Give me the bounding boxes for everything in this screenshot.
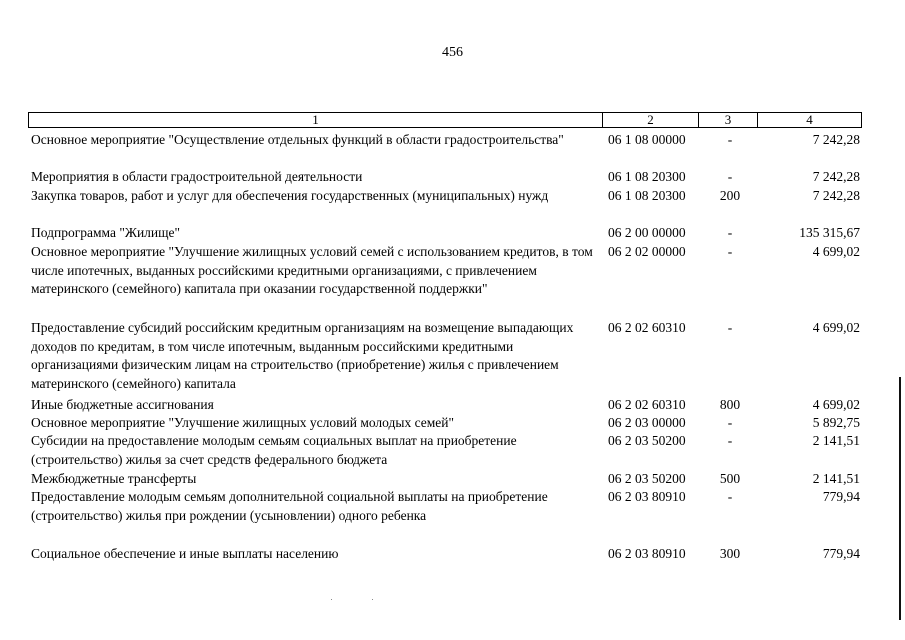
row-code: 06 2 03 50200 (608, 471, 686, 486)
row-code: 06 2 00 00000 (608, 225, 686, 240)
row-amount: 4 699,02 (812, 320, 860, 335)
row-type: - (727, 244, 733, 259)
row-amount: 7 242,28 (812, 132, 860, 147)
row-amount: 4 699,02 (812, 244, 860, 259)
row-name: Межбюджетные трансферты (31, 471, 197, 486)
row-amount: 4 699,02 (812, 397, 860, 412)
row-name: Основное мероприятие "Улучшение жилищных условий молодых семей" (31, 415, 455, 430)
row-code: 06 1 08 20300 (608, 169, 686, 184)
row-name: Субсидии на предоставление молодым семьям социальных выплат на приобретение (строительство) жилья за счет средств федерального бюджета (31, 433, 517, 467)
row-amount: 7 242,28 (812, 169, 860, 184)
row-name: Мероприятия в области градостроительной деятельности (31, 169, 363, 184)
row-type: - (727, 225, 733, 240)
row-type: - (727, 433, 733, 448)
row-name: Подпрограмма "Жилище" (31, 225, 181, 240)
row-type: - (727, 320, 733, 335)
row-amount: 779,94 (822, 546, 860, 561)
row-name: Социальное обеспечение и иные выплаты населению (31, 546, 339, 561)
row-amount: 2 141,51 (812, 433, 860, 448)
row-name: Предоставление молодым семьям дополнительной социальной выплаты на приобретение (строительство) жилья при рождении (усыновлении) одного ребенка (31, 489, 548, 523)
column-header-2: 2 (603, 113, 699, 128)
row-name: Основное мероприятие "Улучшение жилищных условий семей с использованием кредитов, в том числе ипотечных, выданных российскими кредитными организациями, с привлечением материнского (семейного) капитала при оказании государственной поддержки" (31, 244, 593, 296)
scan-edge-line (899, 377, 901, 620)
row-type: - (727, 489, 733, 504)
row-name: Закупка товаров, работ и услуг для обеспечения государственных (муниципальных) нужд (31, 188, 549, 203)
row-type: - (727, 169, 733, 184)
row-code: 06 2 03 00000 (608, 415, 686, 430)
scan-speck (331, 599, 332, 600)
row-code: 06 2 03 80910 (608, 489, 686, 504)
row-name: Предоставление субсидий российским кредитным организациям на возмещение выпадающих доходов по кредитам, в том числе ипотечным, выданным российскими кредитными организациями физическим лицам на строительство (приобретение) жилья с привлечением материнского (семейного) капитала (31, 320, 574, 391)
row-code: 06 2 02 00000 (608, 244, 686, 259)
row-type: - (727, 415, 733, 430)
column-header-table (28, 112, 862, 128)
row-amount: 7 242,28 (812, 188, 860, 203)
row-name: Основное мероприятие "Осуществление отдельных функций в области градостроительства" (31, 132, 564, 147)
row-type: 200 (719, 188, 741, 203)
row-type: - (727, 132, 733, 147)
page-number: 456 (442, 45, 463, 60)
column-header-3: 3 (699, 113, 758, 128)
column-header-4: 4 (758, 113, 862, 128)
column-header-1: 1 (29, 113, 603, 128)
row-code: 06 2 02 60310 (608, 320, 686, 335)
row-amount: 5 892,75 (812, 415, 860, 430)
row-amount: 135 315,67 (799, 225, 860, 240)
row-code: 06 1 08 00000 (608, 132, 686, 147)
row-type: 300 (719, 546, 741, 561)
row-code: 06 2 02 60310 (608, 397, 686, 412)
row-code: 06 1 08 20300 (608, 188, 686, 203)
row-code: 06 2 03 50200 (608, 433, 686, 448)
row-code: 06 2 03 80910 (608, 546, 686, 561)
row-amount: 779,94 (822, 489, 860, 504)
row-name: Иные бюджетные ассигнования (31, 397, 214, 412)
scan-speck (372, 599, 373, 600)
row-amount: 2 141,51 (812, 471, 860, 486)
row-type: 800 (719, 397, 741, 412)
row-type: 500 (719, 471, 741, 486)
